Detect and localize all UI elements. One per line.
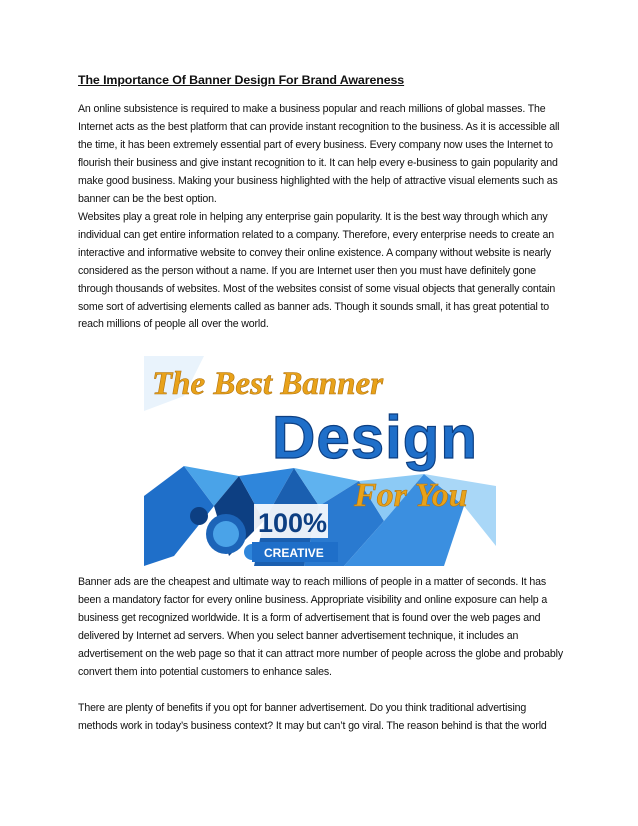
banner-line1: The Best Banner bbox=[152, 366, 384, 402]
paragraph-1: An online subsistence is required to make a business popular and reach millions of global masses. The Internet acts as the best platform that can provide instant recognition to the business. As it is accessible all the time, it has been extremely essential part of every business. Every company now uses the Internet to flourish their business and give instant recognition to it. It can help every e-business to gain popularity and make good business. Making your business highlighted with the help of attractive visual elements such as banner can be the best option. bbox=[78, 103, 560, 205]
paragraph-4: There are plenty of benefits if you opt for banner advertisement. Do you think traditional advertising methods work in today’s business context? It may but can’t go viral. The reason behind is that the world bbox=[78, 702, 547, 732]
percent-badge bbox=[252, 504, 338, 562]
caption-text: CREATIVE bbox=[264, 546, 324, 560]
paragraph-3: Banner ads are the cheapest and ultimate way to reach millions of people in a matter of seconds. It has been a mandatory factor for every online business. Appropriate visibility and online exposure can help a business get recognized worldwide. It is a form of advertisement that is found over the web pages and delivered by Internet ad servers. When you select banner advertisement technique, it includes an advertisement on the web page so that it can attract more number of people across the globe and probably convert them into potential customers to enhance sales. bbox=[78, 576, 563, 678]
banner-line2: Design bbox=[272, 404, 479, 471]
banner-line3: For You bbox=[354, 477, 468, 514]
percent-text: 100% bbox=[258, 508, 328, 538]
banner-image bbox=[144, 356, 496, 566]
document-title: The Importance Of Banner Design For Brand Awareness bbox=[78, 73, 405, 87]
paragraph-2: Websites play a great role in helping any enterprise gain popularity. It is the best way through which any individual can get entire information related to a company. Therefore, every enterprise needs to create an interactive and informative website to convey their online existence. A company without website is nearly considered as the person without a name. If you are Internet user then you must have definitely gone through thousands of websites. Most of the websites consist of some visual objects that generally contain some sort of advertising elements called as banner ads. Though it sounds small, it has great potential to reach millions of people all over the world. bbox=[78, 211, 556, 331]
